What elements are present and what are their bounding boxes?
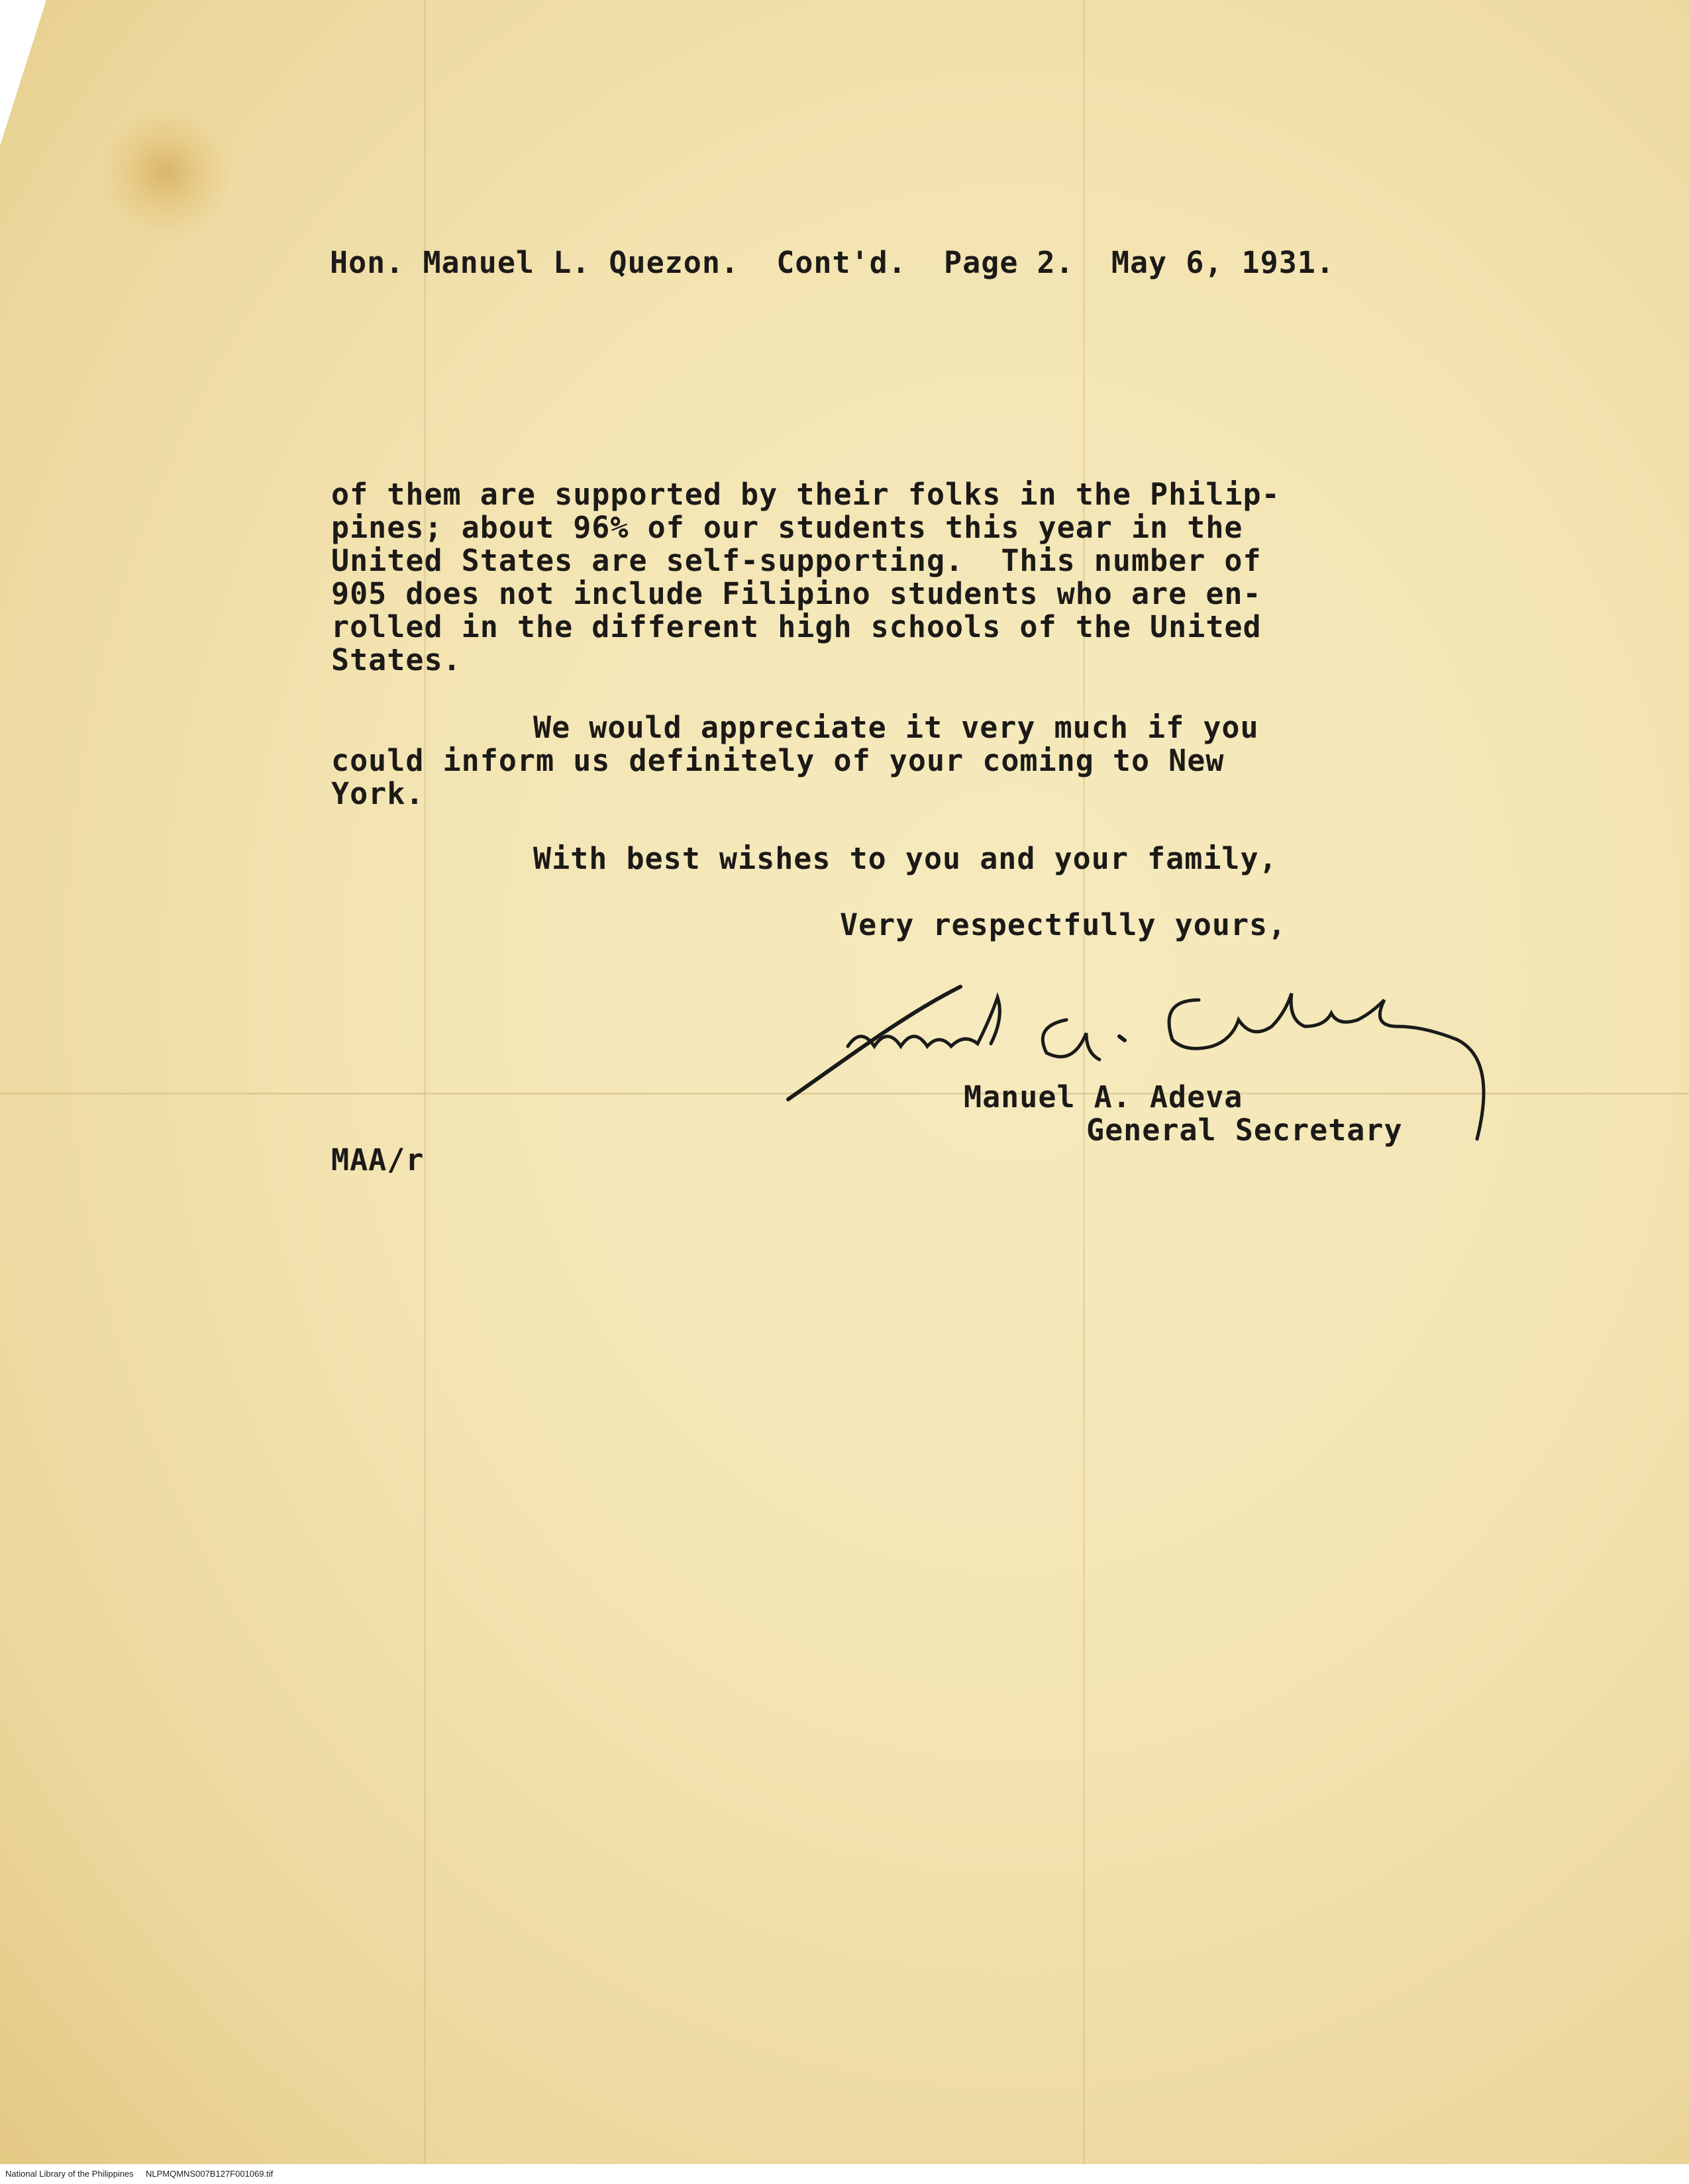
- body-line: pines; about 96% of our students this year in the: [331, 510, 1243, 545]
- closing-wishes: With best wishes to you and your family,: [533, 841, 1278, 876]
- body-line: States.: [331, 642, 462, 677]
- body-line: rolled in the different high schools of the United: [331, 609, 1262, 644]
- torn-corner: [0, 0, 46, 146]
- fold-crease: [424, 0, 426, 2164]
- footer-filename: NLPMQMNS007B127F001069.tif: [146, 2169, 274, 2179]
- page-header: Hon. Manuel L. Quezon. Cont'd. Page 2. May 6, 1931.: [330, 245, 1335, 280]
- valediction: Very respectfully yours,: [840, 907, 1287, 942]
- body-line: 905 does not include Filipino students who are en-: [331, 576, 1262, 611]
- body-line: York.: [331, 776, 425, 811]
- body-line: could inform us definitely of your coming to New: [331, 743, 1225, 778]
- body-line: United States are self-supporting. This number of: [331, 543, 1262, 578]
- body-line: We would appreciate it very much if you: [533, 710, 1259, 745]
- body-line: of them are supported by their folks in the Philip-: [331, 477, 1280, 512]
- typist-initials: MAA/r: [331, 1142, 425, 1177]
- water-stain: [99, 106, 232, 238]
- footer-library: National Library of the Philippines: [5, 2169, 134, 2179]
- signer-name: Manuel A. Adeva: [964, 1079, 1243, 1115]
- signer-title: General Secretary: [1086, 1113, 1403, 1148]
